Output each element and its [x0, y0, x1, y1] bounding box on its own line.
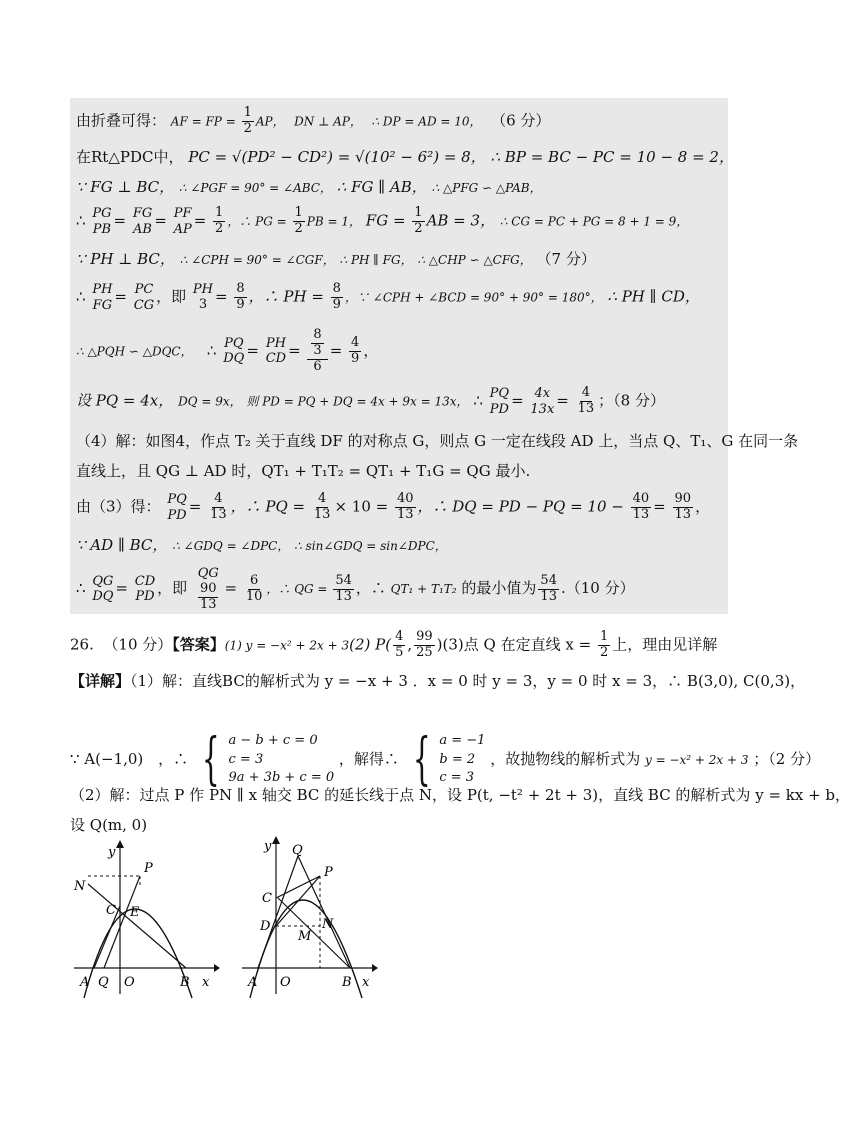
- x-axis-arrow: [372, 964, 378, 972]
- label-y: y: [108, 845, 116, 860]
- label-b: B: [180, 975, 190, 990]
- fraction: $\frac{40}{13}$: [632, 491, 650, 523]
- fraction: PQ PD: [489, 386, 510, 417]
- line-dp: [276, 876, 320, 926]
- y-axis-arrow: [272, 836, 280, 844]
- line-bc: [278, 898, 350, 968]
- line-17: （2）解：过点 P 作 PN ∥ x 轴交 BC 的延长线于点 N，设 P(t, −t² + 2t + 3)，直线 BC 的解析式为 y = kx + b，: [70, 786, 850, 804]
- line-13: ∴ QG DQ = CD PD ，即 QG $\frac{90}{13}$ = $\frac{6}{10}$ ，∴ QG = $\frac{54}{13}$ ，∴ QT₁ + T₁T₂ 的最小值为 $\frac{54}{13}$ .（10 分）: [76, 566, 635, 612]
- text: 在Rt△PDC中，: [76, 148, 184, 166]
- fraction: $\frac{6}{10}$: [245, 572, 263, 604]
- figure-2: [238, 832, 388, 1002]
- math: ∴ ∠CPH = 90° = ∠CGF，: [179, 253, 335, 267]
- fraction: 4x 13x: [530, 386, 555, 417]
- label-q: Q: [292, 843, 303, 858]
- fraction: PH CD: [265, 335, 287, 367]
- line-bc: [88, 884, 186, 968]
- fraction: $\frac{1}{2}$: [414, 205, 423, 237]
- equation-system: { a − b + c = 0 c = 3 9a + 3b + c = 0: [201, 727, 335, 792]
- math: ∵ FG ⊥ BC，: [76, 178, 175, 196]
- label-c: C: [106, 903, 116, 918]
- fraction: $\frac{1}{2}$: [599, 629, 609, 660]
- math: AF = FP =: [170, 114, 240, 129]
- fraction: $\frac{4}{13}$: [313, 491, 331, 523]
- label-q: Q: [98, 975, 109, 990]
- math: ∴ ∠PGF = 90° = ∠ABC，: [178, 181, 332, 195]
- x-axis-arrow: [214, 964, 220, 972]
- line-18: 设 Q(m, 0): [70, 816, 148, 834]
- label-b: B: [342, 975, 352, 990]
- math: ∴ △PFG ∽ △PAB，: [431, 181, 542, 195]
- fraction: PQ DQ: [223, 335, 245, 367]
- line-9: （4）解：如图4，作点 T₂ 关于直线 DF 的对称点 G，则点 G 一定在线段 AD 上，当点 Q、T₁、G 在同一条: [76, 432, 799, 450]
- fraction: $\frac{1}{2}$: [294, 205, 303, 237]
- nested-fraction: QG $\frac{90}{13}$: [197, 566, 219, 612]
- figure-1: [70, 832, 220, 1002]
- fraction: $\frac{4}{9}$: [351, 334, 360, 366]
- math: ∴ △PQH ∽ △DQC，: [76, 344, 193, 359]
- fraction: $\frac{54}{13}$: [335, 572, 352, 604]
- solution-system: { a = −1 b = 2 c = 3: [412, 727, 486, 792]
- label-x: x: [362, 975, 370, 990]
- line-6: ∴ PH FG = PC CG ，即 PH 3 = $\frac{8}{9}$ ，∴ PH = $\frac{8}{9}$ ，∵ ∠CPH + ∠BCD = 90° + 90° = 180°， ∴ PH ∥ CD，: [76, 281, 700, 313]
- line-4: ∴ PG PB = FG AB = PF AP = $\frac{1}{2}$ ，∴ PG = $\frac{1}{2}$ PB = 1， FG = $\frac{1}{2}$ AB = 3， ∴ CG = PC + PG = 8 + 1 = 9，: [76, 205, 689, 237]
- line-3: [76, 178, 542, 196]
- math: ∴ △CHP ∽ △CFG，: [417, 253, 532, 267]
- fraction: PG PB: [92, 206, 112, 237]
- fraction: $\frac{4}{13}$: [577, 385, 595, 417]
- fraction: $\frac{1}{2}$: [215, 205, 224, 237]
- score-note: （7 分）: [536, 250, 596, 268]
- line-16-system: ∵ A(−1,0) ，∴ { a − b + c = 0 c = 3 9a + 3b + c = 0 ，解得∴ { a = −1 b = 2 c = 3 ，故抛物线的解析式为 y = −x² + 2x + 3 ；（2 分）: [70, 727, 821, 792]
- math: ∴ PH ∥ FG，: [339, 253, 413, 267]
- line-11: 由（3）得： PQ PD = $\frac{4}{13}$ ，∴ PQ = $\frac{4}{13}$ × 10 = $\frac{40}{13}$ ，∴ DQ = PD − PQ = 10 − $\frac{40}{13}$ = $\frac{90}{13}$ ，: [76, 491, 711, 523]
- fraction: $\frac{1}{2}$: [243, 105, 252, 136]
- line-1: [76, 106, 550, 137]
- fraction: PQ PD: [167, 492, 187, 523]
- score-note: （6 分）: [491, 111, 551, 130]
- fraction: $\frac{90}{13}$: [674, 491, 692, 523]
- fraction: PH FG: [92, 282, 113, 313]
- label-o: O: [280, 975, 291, 990]
- fraction: FG AB: [132, 206, 153, 237]
- fraction: $\frac{8}{9}$: [236, 281, 245, 313]
- label-a: A: [248, 975, 258, 990]
- label-y: y: [264, 839, 272, 854]
- fraction: PH 3: [192, 282, 213, 312]
- fraction: PF AP: [173, 206, 192, 237]
- line-12: ∵ AD ∥ BC， ∴ ∠GDQ = ∠DPC， ∴ sin∠GDQ = sin∠DPC，: [76, 536, 447, 554]
- line-15: 【详解】（1）解：直线BC的解析式为 y = −x + 3 ．x = 0 时 y = 3，y = 0 时 x = 3，∴ B(3,0), C(0,3)，: [70, 672, 806, 690]
- label-n: N: [74, 879, 86, 894]
- line-pq: [104, 876, 140, 968]
- math: ∴ BP = BC − PC = 10 − 8 = 2，: [490, 148, 734, 166]
- math: ∴ DP = AD = 10，: [371, 114, 482, 129]
- fraction: QG DQ: [92, 573, 114, 605]
- math: PC = √(PD² − CD²) = √(10² − 6²) = 8，: [188, 148, 486, 166]
- fraction: $\frac{4}{5}$: [395, 629, 404, 660]
- math: DN ⊥ AP，: [294, 114, 362, 129]
- label-m: M: [298, 929, 312, 944]
- label-o: O: [124, 975, 135, 990]
- label-p: P: [144, 861, 153, 876]
- line-2: [76, 148, 734, 166]
- line-cp: [276, 876, 320, 898]
- label-d: D: [260, 919, 271, 934]
- fraction: $\frac{40}{13}$: [396, 491, 414, 523]
- fraction: $\frac{54}{13}$: [540, 572, 557, 604]
- text: 由折叠可得：: [76, 111, 167, 130]
- math: ∴ FG ∥ AB，: [336, 178, 427, 196]
- fraction: PC CG: [133, 282, 155, 313]
- math: ∵ PH ⊥ BC，: [76, 250, 175, 268]
- fraction: $\frac{8}{9}$: [332, 281, 341, 313]
- line-7: ∴ △PQH ∽ △DQC， ∴ PQ DQ = PH CD = $\frac{\frac{8}{3}}{6}$ = $\frac{4}{9}$ ，: [76, 327, 379, 374]
- fraction: $\frac{99}{25}$: [416, 629, 433, 660]
- line-5: [76, 250, 596, 268]
- label-c: C: [262, 891, 272, 906]
- label-n: N: [322, 917, 334, 932]
- fraction: $\frac{4}{13}$: [210, 491, 227, 523]
- line-14-answer: 26. （10 分）【答案】(1) y = −x² + 2x + 3(2) P( $\frac{4}{5}$ , $\frac{99}{25}$ )(3)点 Q 在定直线 x = $\frac{1}{2}$ 上，理由见详解: [70, 629, 718, 660]
- label-e: E: [130, 905, 140, 920]
- label-a: A: [80, 975, 90, 990]
- label-x: x: [202, 975, 210, 990]
- math: AP，: [255, 114, 285, 129]
- fraction: CD PD: [134, 573, 156, 605]
- y-axis-arrow: [116, 840, 124, 848]
- label-p: P: [324, 865, 333, 880]
- line-10: 直线上，且 QG ⊥ AD 时，QT₁ + T₁T₂ = QT₁ + T₁G = QG 最小.: [76, 462, 531, 480]
- line-8: 设 PQ = 4x， DQ = 9x， 则 PD = PQ + DQ = 4x + 9x = 13x， ∴ PQ PD = 4x 13x = $\frac{4}{13}$ ；（8 分）: [76, 385, 665, 417]
- nested-fraction: $\frac{\frac{8}{3}}{6}$: [307, 328, 327, 375]
